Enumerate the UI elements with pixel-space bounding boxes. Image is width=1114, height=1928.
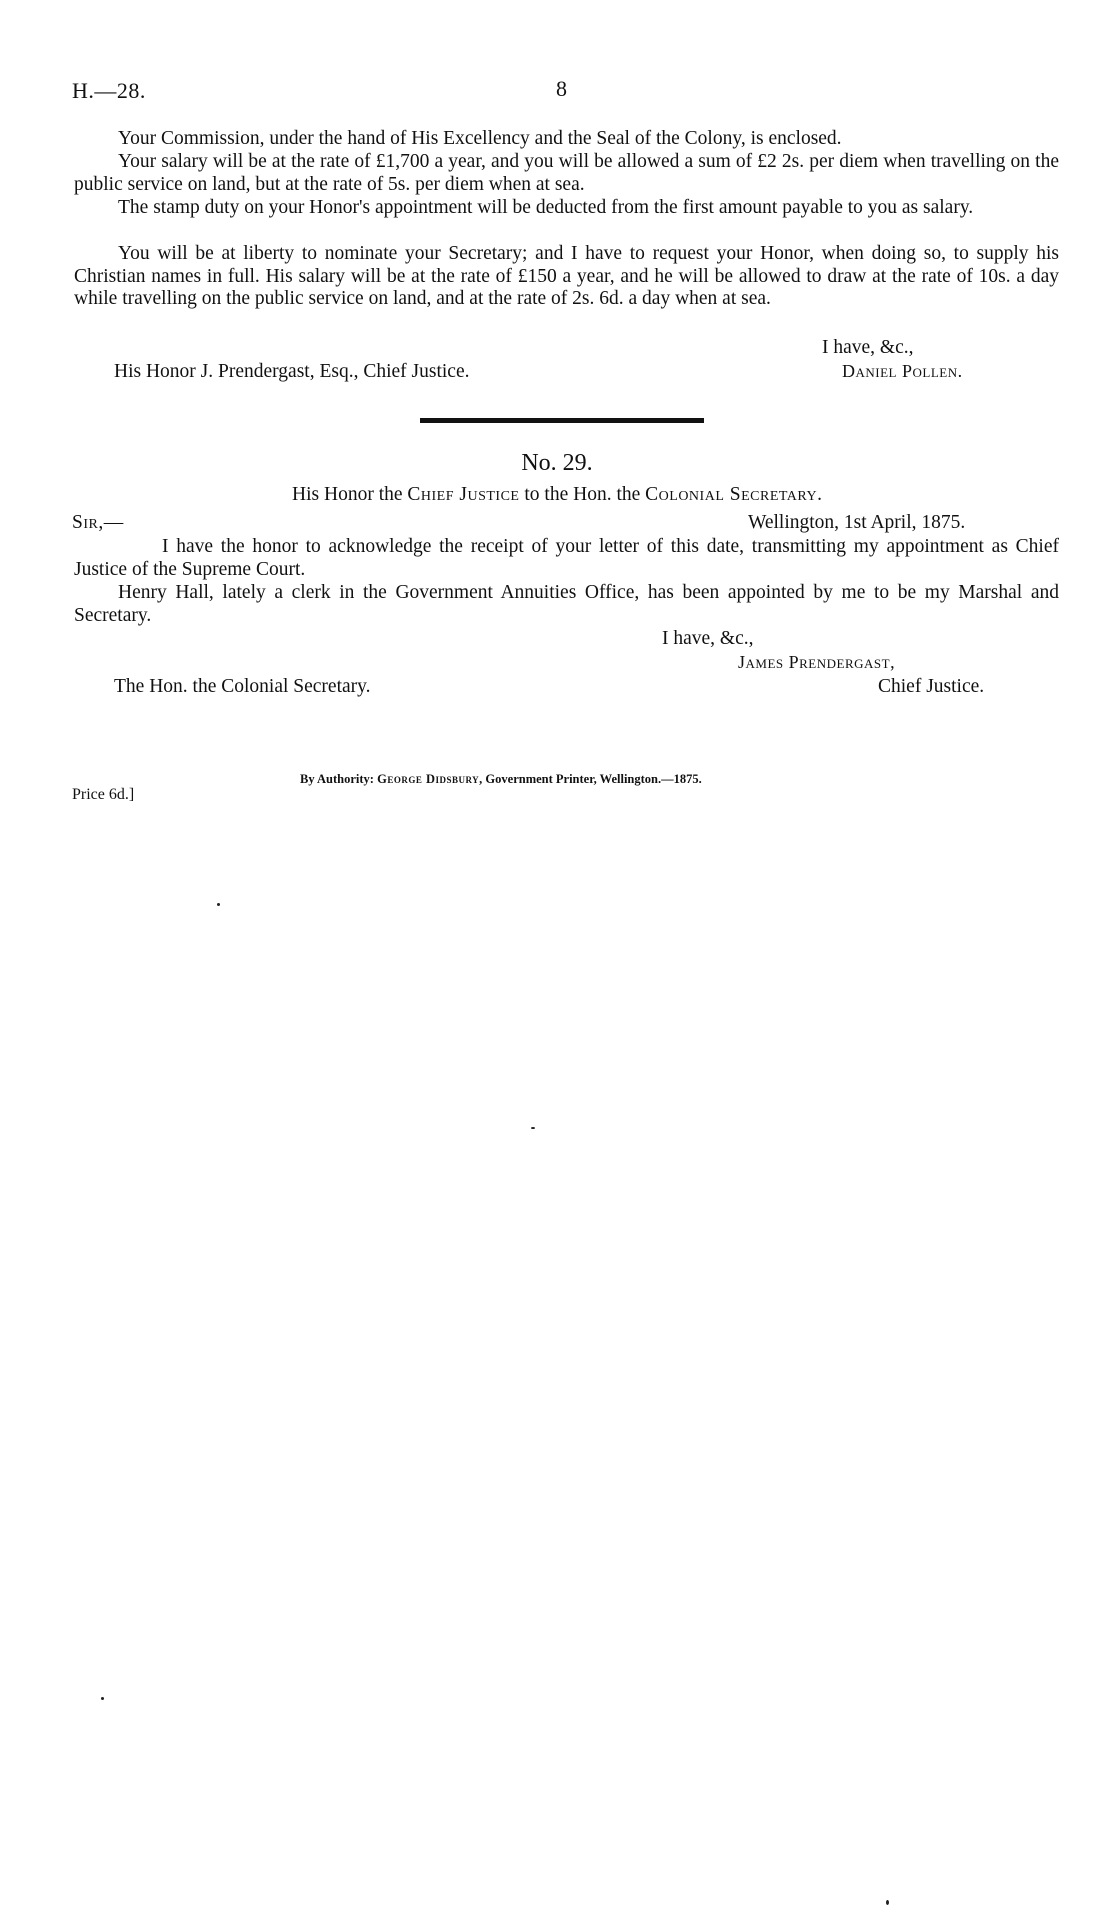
letter28-addressee: His Honor J. Prendergast, Esq., Chief Justice.: [114, 361, 470, 382]
letter29-signature-title: Chief Justice.: [878, 676, 985, 697]
from-title: Chief Justice: [407, 484, 520, 505]
from-prefix: His Honor the: [292, 484, 408, 505]
letter28-paragraph-1: Your Commission, under the hand of His Excellency and the Seal of the Colony, is enclosed.: [118, 128, 842, 149]
print-speck: [101, 1697, 104, 1700]
letter28-paragraph-3: The stamp duty on your Honor's appointment will be deducted from the first amount payable to you as salary.: [118, 197, 974, 218]
to-prefix: to the Hon. the: [519, 484, 646, 505]
letter29-salutation: Sir,—: [72, 512, 124, 533]
print-speck: [531, 1127, 535, 1129]
authority-prefix: By Authority:: [300, 772, 378, 786]
letter29-paragraph-1: I have the honor to acknowledge the receipt of your letter of this date, transmitting my appointment as Chief Justice of the Supreme Court.: [74, 536, 1059, 580]
printer-authority: [300, 772, 702, 787]
letter29-paragraph-2: Henry Hall, lately a clerk in the Government Annuities Office, has been appointed by me to be my Marshal and Secretary.: [74, 582, 1059, 626]
print-speck: [886, 1900, 889, 1905]
price: Price 6d.]: [72, 786, 135, 803]
letter29-addressee: The Hon. the Colonial Secretary.: [114, 676, 371, 697]
document-reference: H.—28.: [72, 78, 146, 103]
letter29-number: No. 29.: [521, 450, 593, 476]
to-title: Colonial Secretary: [645, 484, 818, 505]
letter29-signature: James Prendergast,: [738, 652, 896, 672]
to-suffix: .: [817, 484, 822, 505]
letter29-subheading: [0, 484, 1114, 506]
section-divider: [420, 418, 704, 423]
page-number: 8: [556, 76, 567, 101]
letter28-paragraph-2: Your salary will be at the rate of £1,700 a year, and you will be allowed a sum of £2 2s. per diem when travelling on the public service on land, but at the rate of 5s. per diem when at sea.: [74, 151, 1059, 195]
letter29-place-date: Wellington, 1st April, 1875.: [748, 512, 966, 533]
letter29-closing: I have, &c.,: [662, 628, 754, 649]
print-speck: [217, 903, 220, 906]
authority-suffix: , Government Printer, Wellington.—1875.: [479, 772, 702, 786]
printer-name: George Didsbury: [377, 772, 480, 786]
letter28-closing: I have, &c.,: [822, 337, 914, 358]
letter28-signature: Daniel Pollen.: [842, 361, 963, 381]
letter28-paragraph-4: You will be at liberty to nominate your Secretary; and I have to request your Honor, when doing so, to supply his Christian names in full. His salary will be at the rate of £150 a year, and he will be allowed to draw at the rate of 10s. a day while travelling on the public service on land, and at the rate of 2s. 6d. a day when at sea.: [74, 243, 1059, 309]
